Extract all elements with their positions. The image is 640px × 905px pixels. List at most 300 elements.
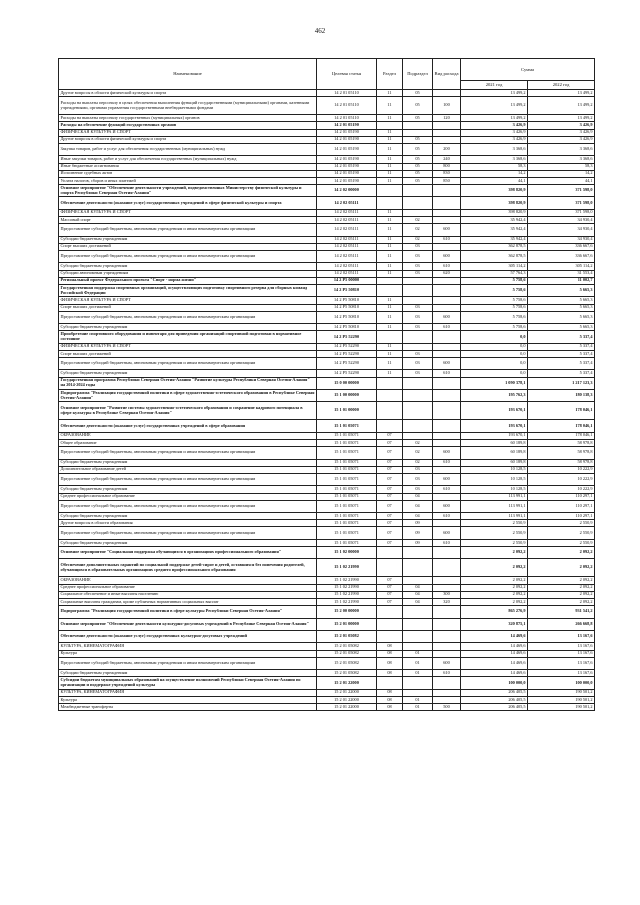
row-name: Расходы на обеспечение функций государственных органов xyxy=(59,122,317,129)
row-subsection: 03 xyxy=(403,263,433,270)
row-section: 08 xyxy=(377,657,403,669)
row-sum-2021: 60 189,8 xyxy=(461,459,528,466)
row-sum-2021: 2 092,2 xyxy=(461,547,528,559)
row-section xyxy=(377,402,403,420)
row-sum-2021: 5 758,6 xyxy=(461,277,528,284)
row-sum-2021: 3 426,9 xyxy=(461,129,528,136)
row-target-article: 15 1 01 05071 xyxy=(317,440,377,447)
table-row xyxy=(59,420,595,432)
row-section xyxy=(377,677,403,689)
row-name: Государственная программа Республики Северная Осетия-Алания "Развитие культуры Республики Северная Осетия-Алания" на 2014-2024 годы xyxy=(59,377,317,389)
row-sum-2022: 371 598,0 xyxy=(528,185,595,197)
row-sum-2022: 178 046,1 xyxy=(528,420,595,432)
row-target-article: 14 2 P5 52290 xyxy=(317,343,377,350)
row-expense-type xyxy=(433,331,461,343)
row-name: Субсидии бюджетным учреждениям xyxy=(59,486,317,493)
row-sum-2021: 113 991,1 xyxy=(461,500,528,512)
row-expense-type xyxy=(433,90,461,97)
row-expense-type: 600 xyxy=(433,657,461,669)
row-sum-2022: 58 978,8 xyxy=(528,459,595,466)
row-expense-type xyxy=(433,547,461,559)
row-target-article: 14 2 01 05190 xyxy=(317,170,377,177)
table-row xyxy=(59,559,595,577)
row-sum-2022: 5 337,4 xyxy=(528,358,595,370)
row-expense-type xyxy=(433,209,461,216)
row-subsection xyxy=(403,559,433,577)
row-sum-2022: 2 092,2 xyxy=(528,547,595,559)
table-row xyxy=(59,513,595,520)
row-sum-2021: 5 758,6 xyxy=(461,284,528,296)
row-name: Субсидии бюджетным учреждениям xyxy=(59,263,317,270)
row-sum-2022: 13 167,6 xyxy=(528,657,595,669)
row-sum-2021: 14 469,6 xyxy=(461,657,528,669)
row-expense-type xyxy=(433,677,461,689)
row-name: ОБРАЗОВАНИЕ xyxy=(59,577,317,584)
row-section xyxy=(377,284,403,296)
row-sum-2022: 190 501,2 xyxy=(528,696,595,703)
row-target-article: 15 1 01 00000 xyxy=(317,402,377,420)
row-target-article: 14 2 02 05111 xyxy=(317,251,377,263)
row-subsection xyxy=(403,390,433,402)
row-section: 07 xyxy=(377,500,403,512)
header-target-article: Целевая статья xyxy=(317,59,377,90)
table-row xyxy=(59,122,595,129)
row-subsection xyxy=(403,197,433,209)
row-expense-type xyxy=(433,577,461,584)
row-name: Подпрограмма "Реализация государственной политики в сфере культуры Республики Северная Осетия-Алания" xyxy=(59,606,317,618)
row-target-article: 14 2 01 05190 xyxy=(317,122,377,129)
row-sum-2022: 14,2 xyxy=(528,170,595,177)
row-name: Основное мероприятие "Социальная поддержка обучающихся в организациях профессионального образования" xyxy=(59,547,317,559)
row-sum-2022: 34 930,4 xyxy=(528,236,595,243)
row-expense-type: 830 xyxy=(433,170,461,177)
row-subsection: 02 xyxy=(403,459,433,466)
row-expense-type xyxy=(433,277,461,284)
row-section xyxy=(377,618,403,630)
table-row xyxy=(59,115,595,122)
row-subsection: 02 xyxy=(403,217,433,224)
row-name: Приобретение спортивного оборудования и инвентаря для приведения организаций спортивной подготовки в нормативное состояние xyxy=(59,331,317,343)
row-sum-2021: 398 820,9 xyxy=(461,209,528,216)
row-sum-2021: 305 114,2 xyxy=(461,263,528,270)
row-name: ФИЗИЧЕСКАЯ КУЛЬТУРА И СПОРТ xyxy=(59,209,317,216)
row-sum-2022: 5 665,3 xyxy=(528,324,595,331)
row-subsection xyxy=(403,209,433,216)
row-section: 07 xyxy=(377,466,403,473)
row-subsection: 09 xyxy=(403,520,433,527)
row-sum-2021: 398 820,9 xyxy=(461,185,528,197)
row-section: 11 xyxy=(377,170,403,177)
table-row xyxy=(59,236,595,243)
row-name: Подпрограмма "Реализация государственной политики в сфере художественно-эстетического образования в Республике Северная Осетия-Алания" xyxy=(59,390,317,402)
table-row xyxy=(59,689,595,696)
row-section: 11 xyxy=(377,243,403,250)
row-sum-2022: 10 222,9 xyxy=(528,486,595,493)
row-target-article: 14 2 01 05190 xyxy=(317,163,377,170)
table-body xyxy=(59,90,595,711)
row-section xyxy=(377,559,403,577)
header-year-2021: 2021 год xyxy=(461,81,528,90)
row-subsection: 05 xyxy=(403,90,433,97)
row-sum-2021: 113 991,1 xyxy=(461,513,528,520)
row-sum-2022: 5 665,3 xyxy=(528,297,595,304)
row-target-article: 14 2 01 05110 xyxy=(317,90,377,97)
row-name: Среднее профессиональное образование xyxy=(59,584,317,591)
row-sum-2021: 3 426,9 xyxy=(461,136,528,143)
table-row xyxy=(59,657,595,669)
row-name: Уплата налогов, сборов и иных платежей xyxy=(59,177,317,184)
row-section: 11 xyxy=(377,217,403,224)
table-row xyxy=(59,591,595,598)
table-row xyxy=(59,324,595,331)
row-expense-type: 120 xyxy=(433,115,461,122)
row-sum-2022: 13 499,2 xyxy=(528,115,595,122)
row-name: Иные закупки товаров, работ и услуг для обеспечения государственных (муниципальных) нужд xyxy=(59,156,317,163)
row-sum-2022: 13 167,6 xyxy=(528,650,595,657)
row-sum-2021: 865 276,9 xyxy=(461,606,528,618)
table-row xyxy=(59,270,595,277)
row-expense-type: 500 xyxy=(433,704,461,711)
table-row xyxy=(59,704,595,711)
row-name: ФИЗИЧЕСКАЯ КУЛЬТУРА И СПОРТ xyxy=(59,129,317,136)
row-name: Закупка товаров, работ и услуг для обеспечения государственных (муниципальных) нужд xyxy=(59,143,317,155)
row-sum-2022: 2 092,2 xyxy=(528,559,595,577)
row-section: 11 xyxy=(377,129,403,136)
row-expense-type xyxy=(433,696,461,703)
row-sum-2021: 0,0 xyxy=(461,331,528,343)
row-sum-2021: 2 092,2 xyxy=(461,577,528,584)
row-section: 08 xyxy=(377,696,403,703)
row-section: 11 xyxy=(377,156,403,163)
table-row xyxy=(59,500,595,512)
row-section: 08 xyxy=(377,650,403,657)
row-section: 11 xyxy=(377,97,403,115)
row-sum-2022: 336 667,6 xyxy=(528,243,595,250)
row-sum-2021: 35 942,4 xyxy=(461,224,528,236)
row-subsection: 03 xyxy=(403,466,433,473)
table-row xyxy=(59,447,595,459)
row-subsection xyxy=(403,677,433,689)
row-section: 11 xyxy=(377,304,403,311)
row-subsection xyxy=(403,297,433,304)
row-name: Общее образование xyxy=(59,440,317,447)
row-expense-type xyxy=(433,420,461,432)
row-sum-2022: 190 501,2 xyxy=(528,689,595,696)
row-target-article: 15 1 01 05071 xyxy=(317,459,377,466)
row-name: Иные бюджетные ассигнования xyxy=(59,163,317,170)
row-sum-2021: 13 499,2 xyxy=(461,115,528,122)
row-sum-2022: 58 978,8 xyxy=(528,440,595,447)
table-row xyxy=(59,606,595,618)
row-expense-type: 600 xyxy=(433,224,461,236)
row-name: Другие вопросы в области образования xyxy=(59,520,317,527)
row-expense-type xyxy=(433,493,461,500)
row-sum-2022: 180 138,3 xyxy=(528,390,595,402)
row-name: КУЛЬТУРА, КИНЕМАТОГРАФИЯ xyxy=(59,643,317,650)
row-sum-2022: 11 002,7 xyxy=(528,277,595,284)
row-name: Культура xyxy=(59,696,317,703)
row-sum-2022: 34 930,4 xyxy=(528,224,595,236)
row-target-article: 15 2 01 05082 xyxy=(317,630,377,642)
row-sum-2022: 13 167,6 xyxy=(528,670,595,677)
row-expense-type: 600 xyxy=(433,358,461,370)
row-sum-2022: 13 167,6 xyxy=(528,643,595,650)
row-expense-type xyxy=(433,466,461,473)
row-expense-type xyxy=(433,350,461,357)
row-target-article: 14 2 P5 50810 xyxy=(317,324,377,331)
row-sum-2022: 371 598,0 xyxy=(528,197,595,209)
row-section xyxy=(377,390,403,402)
table-row xyxy=(59,177,595,184)
row-expense-type xyxy=(433,432,461,439)
row-name: Спорт высших достижений xyxy=(59,350,317,357)
row-sum-2021: 398 820,9 xyxy=(461,197,528,209)
row-name: Расходы на выплаты персоналу в целях обеспечения выполнения функций государственными (муниципальными) органами, казенными учреждениями, органами управления государственными внебюджетными фондами xyxy=(59,97,317,115)
row-target-article: 14 2 01 05190 xyxy=(317,177,377,184)
row-target-article: 15 2 00 00000 xyxy=(317,606,377,618)
row-name: ФИЗИЧЕСКАЯ КУЛЬТУРА И СПОРТ xyxy=(59,297,317,304)
row-subsection: 05 xyxy=(403,136,433,143)
row-subsection xyxy=(403,420,433,432)
row-target-article: 14 2 02 05111 xyxy=(317,243,377,250)
row-sum-2021: 2 092,2 xyxy=(461,559,528,577)
row-subsection: 05 xyxy=(403,156,433,163)
row-section xyxy=(377,122,403,129)
row-sum-2021: 60 189,8 xyxy=(461,440,528,447)
row-subsection: 01 xyxy=(403,670,433,677)
row-sum-2022: 5 665,3 xyxy=(528,311,595,323)
row-section: 07 xyxy=(377,473,403,485)
row-subsection: 01 xyxy=(403,650,433,657)
row-section: 11 xyxy=(377,270,403,277)
row-subsection: 05 xyxy=(403,115,433,122)
row-target-article: 14 2 02 05111 xyxy=(317,263,377,270)
row-subsection: 04 xyxy=(403,493,433,500)
row-name: Субсидии бюджетным учреждениям xyxy=(59,324,317,331)
row-section: 08 xyxy=(377,643,403,650)
row-section: 07 xyxy=(377,440,403,447)
row-sum-2022: 58 978,8 xyxy=(528,447,595,459)
row-name: Основное мероприятие "Обеспечение деятельности культурно-досуговых учреждений в Республике Северная Осетия-Алания" xyxy=(59,618,317,630)
row-subsection: 05 xyxy=(403,163,433,170)
row-target-article: 15 2 01 05082 xyxy=(317,657,377,669)
table-row xyxy=(59,377,595,389)
row-expense-type: 620 xyxy=(433,270,461,277)
row-section: 07 xyxy=(377,486,403,493)
row-sum-2022: 2 092,2 xyxy=(528,584,595,591)
row-subsection xyxy=(403,129,433,136)
row-section xyxy=(377,606,403,618)
row-sum-2022: 5 337,4 xyxy=(528,350,595,357)
row-sum-2021: 320 875,1 xyxy=(461,618,528,630)
table-row xyxy=(59,304,595,311)
row-sum-2021: 2 092,2 xyxy=(461,591,528,598)
row-sum-2021: 0,0 xyxy=(461,358,528,370)
row-sum-2021: 193 670,1 xyxy=(461,402,528,420)
row-sum-2021: 193 670,1 xyxy=(461,432,528,439)
row-subsection: 01 xyxy=(403,696,433,703)
row-sum-2021: 100 000,0 xyxy=(461,677,528,689)
row-subsection: 04 xyxy=(403,500,433,512)
row-subsection: 02 xyxy=(403,447,433,459)
row-expense-type xyxy=(433,559,461,577)
row-target-article: 15 1 01 05071 xyxy=(317,486,377,493)
table-row xyxy=(59,243,595,250)
row-target-article: 14 2 P5 52290 xyxy=(317,358,377,370)
row-subsection: 03 xyxy=(403,358,433,370)
row-name: Межбюджетные трансферты xyxy=(59,704,317,711)
table-row xyxy=(59,156,595,163)
row-subsection: 05 xyxy=(403,143,433,155)
row-target-article: 15 2 01 22000 xyxy=(317,689,377,696)
row-sum-2022: 10 222,9 xyxy=(528,466,595,473)
row-section: 11 xyxy=(377,209,403,216)
row-target-article: 14 2 02 00000 xyxy=(317,185,377,197)
row-subsection: 09 xyxy=(403,527,433,539)
row-subsection xyxy=(403,618,433,630)
header-subsection: Подраздел xyxy=(403,59,433,90)
row-name: ОБРАЗОВАНИЕ xyxy=(59,432,317,439)
row-expense-type xyxy=(433,606,461,618)
row-subsection: 04 xyxy=(403,591,433,598)
row-target-article: 15 1 01 05071 xyxy=(317,466,377,473)
row-target-article: 15 1 01 05071 xyxy=(317,539,377,546)
row-target-article: 14 2 P5 52290 xyxy=(317,370,377,377)
row-section: 11 xyxy=(377,177,403,184)
table-row xyxy=(59,311,595,323)
table-row xyxy=(59,539,595,546)
row-subsection xyxy=(403,577,433,584)
row-expense-type xyxy=(433,297,461,304)
row-sum-2022: 178 046,1 xyxy=(528,402,595,420)
row-section xyxy=(377,185,403,197)
row-sum-2022: 13 167,6 xyxy=(528,630,595,642)
row-target-article: 15 2 01 05082 xyxy=(317,650,377,657)
row-expense-type: 200 xyxy=(433,143,461,155)
row-target-article: 15 1 01 05071 xyxy=(317,432,377,439)
row-sum-2021: 206 405,5 xyxy=(461,704,528,711)
row-expense-type xyxy=(433,129,461,136)
row-section: 11 xyxy=(377,136,403,143)
table-row xyxy=(59,577,595,584)
row-expense-type: 610 xyxy=(433,263,461,270)
row-section: 11 xyxy=(377,90,403,97)
row-subsection: 05 xyxy=(403,170,433,177)
row-name: Обеспечение деятельности (оказание услуг) государственных учреждений в сфере образования xyxy=(59,420,317,432)
row-section: 07 xyxy=(377,520,403,527)
row-target-article: 15 1 02 21990 xyxy=(317,559,377,577)
table-row xyxy=(59,696,595,703)
row-sum-2021: 5 758,6 xyxy=(461,297,528,304)
row-sum-2021: 195 762,3 xyxy=(461,390,528,402)
row-subsection xyxy=(403,547,433,559)
row-name: Основное мероприятие "Развитие системы художественно-эстетического образования и сохранение кадрового потенциала в сфере культуры в Республике Северная Осетия-Алания" xyxy=(59,402,317,420)
row-name: Спорт высших достижений xyxy=(59,243,317,250)
row-section: 11 xyxy=(377,263,403,270)
row-section: 11 xyxy=(377,350,403,357)
row-expense-type: 610 xyxy=(433,370,461,377)
row-expense-type xyxy=(433,136,461,143)
row-sum-2022: 5 337,4 xyxy=(528,331,595,343)
row-sum-2022: 34 930,4 xyxy=(528,217,595,224)
row-expense-type xyxy=(433,520,461,527)
row-sum-2022: 2 550,9 xyxy=(528,527,595,539)
row-target-article: 15 1 01 05071 xyxy=(317,513,377,520)
row-name: Предоставление субсидий бюджетным, автономным учреждениям и иным некоммерческим организациям xyxy=(59,251,317,263)
table-row xyxy=(59,520,595,527)
row-expense-type xyxy=(433,618,461,630)
row-subsection xyxy=(403,643,433,650)
row-name: Субсидии бюджетным учреждениям xyxy=(59,370,317,377)
table-row xyxy=(59,209,595,216)
row-sum-2021: 2 550,9 xyxy=(461,520,528,527)
row-sum-2022: 5 665,3 xyxy=(528,304,595,311)
row-sum-2022: 5 337,4 xyxy=(528,370,595,377)
row-sum-2021: 10 128,5 xyxy=(461,466,528,473)
row-expense-type: 610 xyxy=(433,539,461,546)
row-sum-2021: 57 764,3 xyxy=(461,270,528,277)
row-target-article: 14 2 02 05111 xyxy=(317,236,377,243)
row-sum-2022: 305 114,2 xyxy=(528,263,595,270)
row-section: 07 xyxy=(377,432,403,439)
row-name: ФИЗИЧЕСКАЯ КУЛЬТУРА И СПОРТ xyxy=(59,343,317,350)
row-name: Предоставление субсидий бюджетным, автономным учреждениям и иным некоммерческим организациям xyxy=(59,473,317,485)
row-name: Предоставление субсидий бюджетным, автономным учреждениям и иным некоммерческим организациям xyxy=(59,358,317,370)
row-name: Среднее профессиональное образование xyxy=(59,493,317,500)
row-subsection xyxy=(403,331,433,343)
row-name: Предоставление субсидий бюджетным, автономным учреждениям и иным некоммерческим организациям xyxy=(59,657,317,669)
row-sum-2021: 2 092,2 xyxy=(461,584,528,591)
row-section: 11 xyxy=(377,236,403,243)
table-row xyxy=(59,599,595,606)
row-section xyxy=(377,377,403,389)
row-section: 11 xyxy=(377,224,403,236)
table-row xyxy=(59,670,595,677)
row-sum-2021: 2 550,9 xyxy=(461,539,528,546)
row-name: Субсидии бюджетным учреждениям xyxy=(59,539,317,546)
row-name: Предоставление субсидий бюджетным, автономным учреждениям и иным некоммерческим организациям xyxy=(59,447,317,459)
table-row xyxy=(59,677,595,689)
row-section: 11 xyxy=(377,163,403,170)
row-name: Субсидии автономным учреждениям xyxy=(59,270,317,277)
table-row xyxy=(59,643,595,650)
row-expense-type xyxy=(433,440,461,447)
row-sum-2021: 13 499,2 xyxy=(461,97,528,115)
row-subsection xyxy=(403,284,433,296)
row-sum-2022: 3 426,9 xyxy=(528,136,595,143)
row-name: Предоставление субсидий бюджетным, автономным учреждениям и иным некоммерческим организациям xyxy=(59,311,317,323)
row-target-article: 15 1 01 05071 xyxy=(317,520,377,527)
row-sum-2022: 190 501,2 xyxy=(528,704,595,711)
row-name: Спорт высших достижений xyxy=(59,304,317,311)
header-sum: Сумма xyxy=(461,59,595,81)
row-target-article: 15 1 02 00000 xyxy=(317,547,377,559)
row-name: Социальное обеспечение и иные выплаты населению xyxy=(59,591,317,598)
table-row xyxy=(59,163,595,170)
row-name: КУЛЬТУРА, КИНЕМАТОГРАФИЯ xyxy=(59,689,317,696)
row-name: Основное мероприятие "Обеспечение деятельности учреждений, подведомственных Министерству физической культуры и спорта Республики Северная Осетия-Алания" xyxy=(59,185,317,197)
row-subsection xyxy=(403,122,433,129)
row-expense-type: 240 xyxy=(433,156,461,163)
row-target-article: 14 2 01 05110 xyxy=(317,97,377,115)
row-sum-2021: 5 758,6 xyxy=(461,324,528,331)
row-expense-type xyxy=(433,377,461,389)
header-expense-type: Вид расхода xyxy=(433,59,461,90)
row-target-article: 15 2 01 05082 xyxy=(317,670,377,677)
row-sum-2022: 931 541,2 xyxy=(528,606,595,618)
row-subsection: 04 xyxy=(403,513,433,520)
table-row xyxy=(59,297,595,304)
